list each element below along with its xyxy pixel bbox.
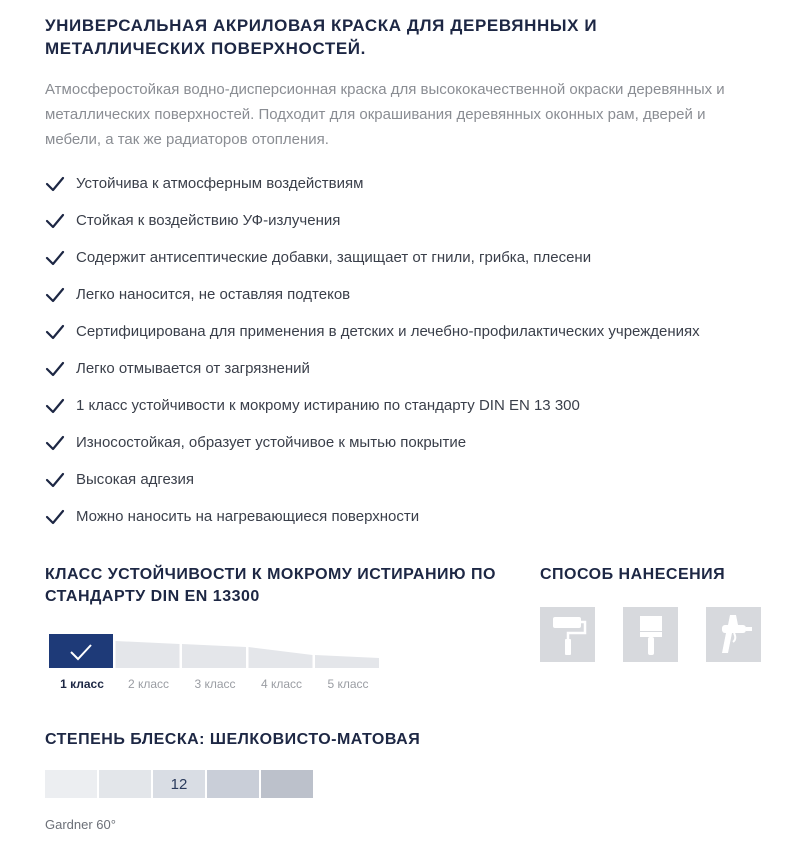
- wet-class-bar: [116, 641, 180, 668]
- gloss-segment: [207, 770, 259, 798]
- checkmark-icon: [45, 322, 65, 342]
- feature-item: [45, 424, 785, 461]
- wet-class-bar: [315, 655, 379, 668]
- feature-text: Износостойкая, образует устойчивое к мытью покрытие: [76, 434, 467, 451]
- feature-item: [45, 202, 785, 239]
- feature-list: [45, 165, 785, 535]
- feature-item: [45, 276, 785, 313]
- wet-class-bar: [182, 644, 246, 668]
- feature-text: 1 класс устойчивости к мокрому истиранию по стандарту DIN EN 13 300: [76, 397, 580, 414]
- wet-abrasion-title: КЛАСС УСТОЙЧИВОСТИ К МОКРОМУ ИСТИРАНИЮ ПО СТАНДАРТУ DIN EN 13300: [45, 566, 496, 605]
- brush-icon: [623, 607, 678, 662]
- wet-class-label: 3 класс: [194, 677, 236, 691]
- wet-class-bar: [249, 647, 313, 668]
- feature-item: [45, 498, 785, 535]
- gloss-segment: [261, 770, 313, 798]
- gloss-caption: Gardner 60°: [45, 817, 116, 832]
- feature-text: Содержит антисептические добавки, защищает от гнили, грибка, плесени: [76, 249, 592, 266]
- checkmark-icon: [45, 470, 65, 490]
- roller-icon: [540, 607, 595, 662]
- checkmark-icon: [45, 211, 65, 231]
- spray-gun-icon: [706, 607, 761, 662]
- feature-text: Сертифицирована для применения в детских и лечебно-профилактических учреждениях: [76, 323, 700, 340]
- checkmark-icon: [45, 248, 65, 268]
- checkmark-icon: [45, 396, 65, 416]
- checkmark-icon: [45, 359, 65, 379]
- gloss-scale: [45, 770, 315, 798]
- gloss-title: СТЕПЕНЬ БЛЕСКА: ШЕЛКОВИСТО-МАТОВАЯ: [45, 731, 421, 748]
- checkmark-icon: [45, 433, 65, 453]
- feature-item: [45, 165, 785, 202]
- wet-class-label: 5 класс: [327, 677, 369, 691]
- wet-abrasion-scale: [49, 634, 382, 668]
- wet-class-label: 4 класс: [260, 677, 303, 691]
- wet-abrasion-bars: [49, 634, 382, 668]
- feature-item: [45, 313, 785, 350]
- feature-text: Можно наносить на нагревающиеся поверхности: [76, 508, 420, 525]
- gloss-value: 12: [153, 770, 205, 798]
- feature-text: Легко наносится, не оставляя подтеков: [76, 286, 351, 303]
- feature-item: [45, 239, 785, 276]
- checkmark-icon: [45, 285, 65, 305]
- feature-item: [45, 461, 785, 498]
- application-title: СПОСОБ НАНЕСЕНИЯ: [540, 566, 726, 583]
- wet-class-label: 2 класс: [127, 677, 170, 691]
- wet-class-bar: [49, 634, 113, 668]
- product-description: Атмосферостойкая водно-дисперсионная краска для высококачественной окраски деревянных и металлических поверхностей. Подходит для окрашивания деревянных оконных рам, дверей и мебели, а так же радиаторов отопления.: [45, 81, 725, 148]
- checkmark-icon: [45, 507, 65, 527]
- wet-class-label: 1 класс: [60, 677, 104, 691]
- wet-abrasion-labels: [49, 677, 389, 695]
- gloss-segment: [99, 770, 151, 798]
- product-title: УНИВЕРСАЛЬНАЯ АКРИЛОВАЯ КРАСКА ДЛЯ ДЕРЕВЯННЫХ И МЕТАЛЛИЧЕСКИХ ПОВЕРХНОСТЕЙ.: [45, 16, 598, 58]
- gloss-segment: [45, 770, 97, 798]
- feature-text: Стойкая к воздействию УФ-излучения: [76, 212, 341, 229]
- feature-item: [45, 350, 785, 387]
- feature-item: [45, 387, 785, 424]
- feature-text: Легко отмывается от загрязнений: [76, 360, 310, 377]
- feature-text: Высокая адгезия: [76, 471, 194, 488]
- feature-text: Устойчива к атмосферным воздействиям: [76, 175, 364, 192]
- checkmark-icon: [45, 174, 65, 194]
